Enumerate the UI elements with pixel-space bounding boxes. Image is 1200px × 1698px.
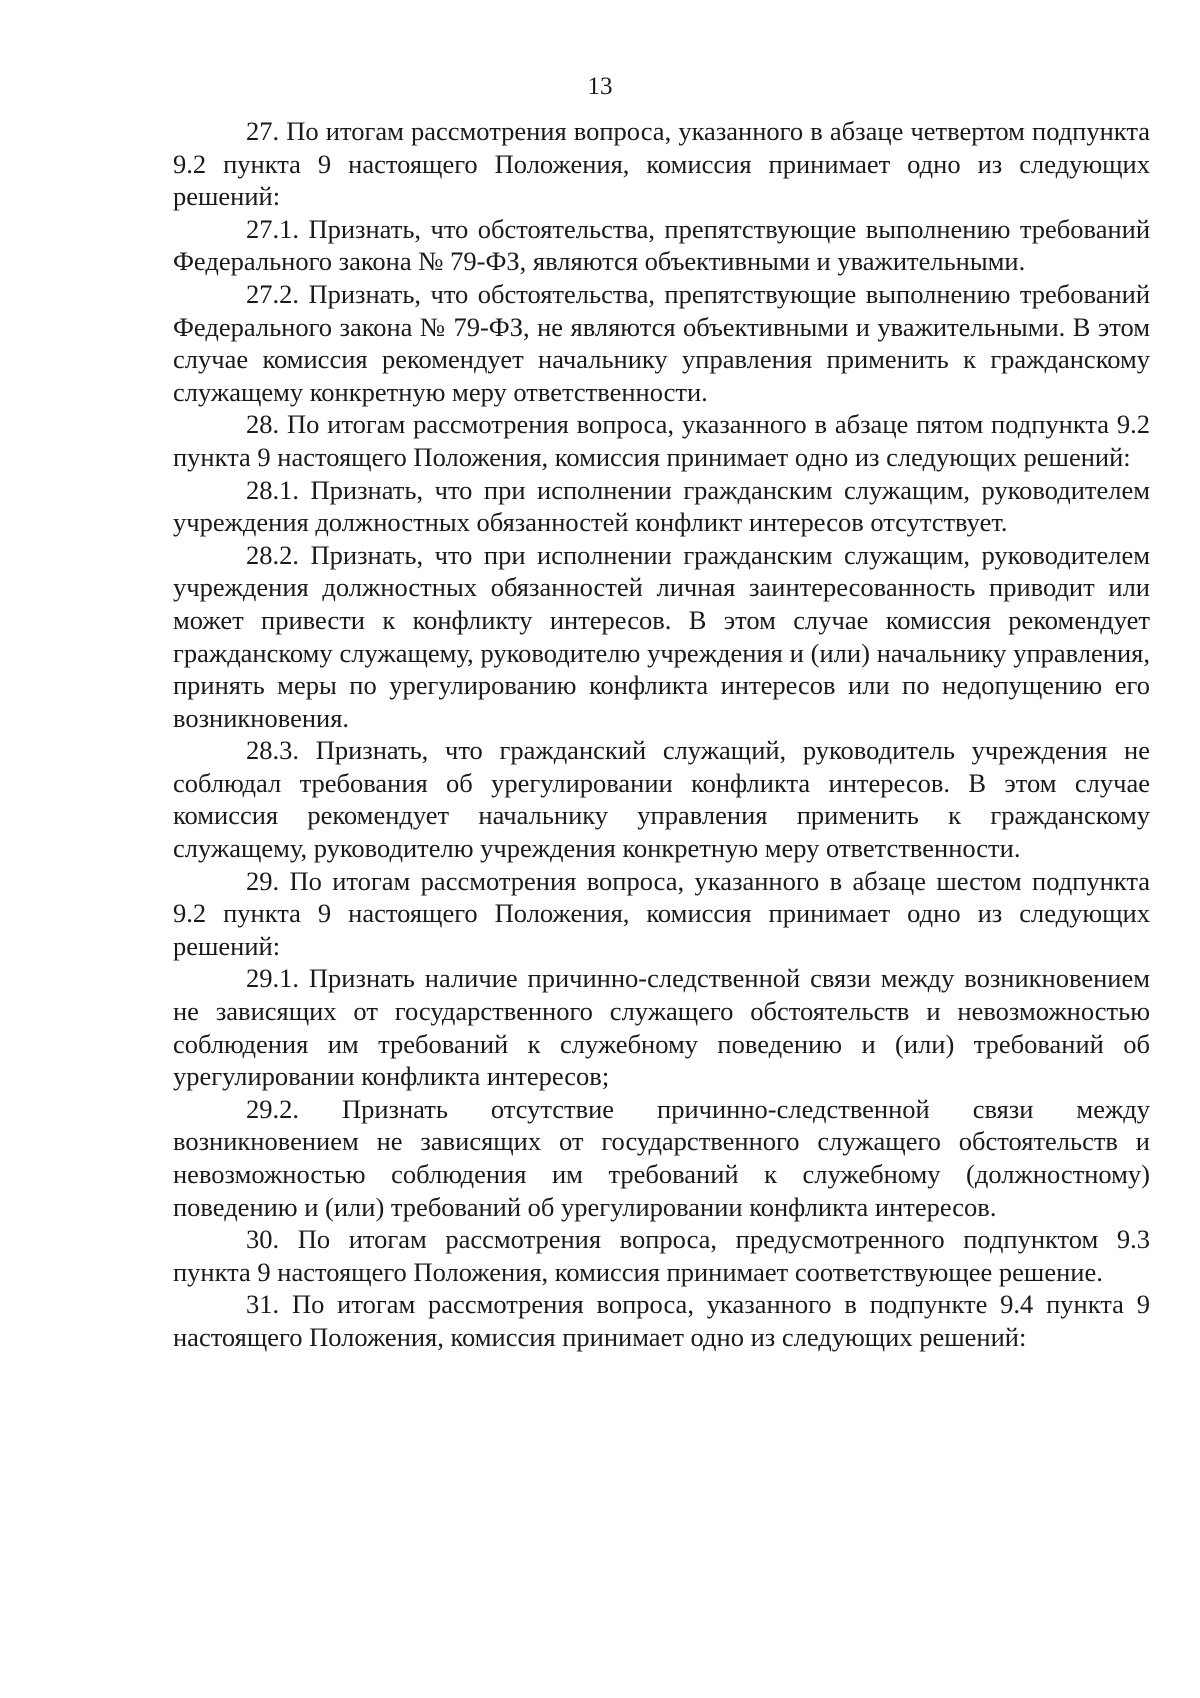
paragraph-27-1: 27.1. Признать, что обстоятельства, препятствующие выполнению требований Федерального закона № 79-ФЗ, являются объективными и уважительными.: [173, 213, 1150, 277]
paragraph-29-2: 29.2. Признать отсутствие причинно-следственной связи между возникновением не зависящих от государственного служащего обстоятельств и невозможностью соблюдения им требований к служебному (должностному) поведению и (или) требований об урегулировании конфликта интересов.: [173, 1093, 1150, 1222]
paragraph-28-2: 28.2. Признать, что при исполнении гражданским служащим, руководителем учреждения должностных обязанностей личная заинтересованность приводит или может привести к конфликту интересов. В этом случае комиссия рекомендует гражданскому служащему, руководителю учреждения и (или) начальнику управления, принять меры по урегулированию конфликта интересов или по недопущению его возникновения.: [173, 539, 1150, 733]
paragraph-29-1: 29.1. Признать наличие причинно-следственной связи между возникновением не зависящих от государственного служащего обстоятельств и невозможностью соблюдения им требований к служебному поведению и (или) требований об урегулировании конфликта интересов;: [173, 963, 1150, 1092]
paragraph-31: 31. По итогам рассмотрения вопроса, указанного в подпункте 9.4 пункта 9 настоящего Положения, комиссия принимает одно из следующих решений:: [173, 1289, 1150, 1352]
paragraph-27: 27. По итогам рассмотрения вопроса, указанного в абзаце четвертом подпункта 9.2 пункта 9 настоящего Положения, комиссия принимает одно из следующих решений:: [173, 116, 1150, 212]
paragraph-28-3: 28.3. Признать, что гражданский служащий, руководитель учреждения не соблюдал требования об урегулировании конфликта интересов. В этом случае комиссия рекомендует начальнику управления применить к гражданскому служащему, руководителю учреждения конкретную меру ответственности.: [173, 735, 1150, 864]
paragraph-27-2: 27.2. Признать, что обстоятельства, препятствующие выполнению требований Федерального закона № 79-ФЗ, не являются объективными и уважительными. В этом случае комиссия рекомендует начальнику управления применить к гражданскому служащему конкретную меру ответственности.: [173, 278, 1150, 407]
paragraph-28: 28. По итогам рассмотрения вопроса, указанного в абзаце пятом подпункта 9.2 пункта 9 настоящего Положения, комиссия принимает одно из следующих решений:: [173, 409, 1150, 472]
paragraph-30: 30. По итогам рассмотрения вопроса, предусмотренного подпунктом 9.3 пункта 9 настоящего Положения, комиссия принимает соответствующее решение.: [173, 1224, 1150, 1287]
page-number: 13: [587, 73, 613, 100]
paragraph-29: 29. По итогам рассмотрения вопроса, указанного в абзаце шестом подпункта 9.2 пункта 9 настоящего Положения, комиссия принимает одно из следующих решений:: [173, 865, 1150, 961]
document-body: [173, 115, 1150, 1354]
paragraph-28-1: 28.1. Признать, что при исполнении гражданским служащим, руководителем учреждения должностных обязанностей конфликт интересов отсутствует.: [173, 474, 1150, 538]
